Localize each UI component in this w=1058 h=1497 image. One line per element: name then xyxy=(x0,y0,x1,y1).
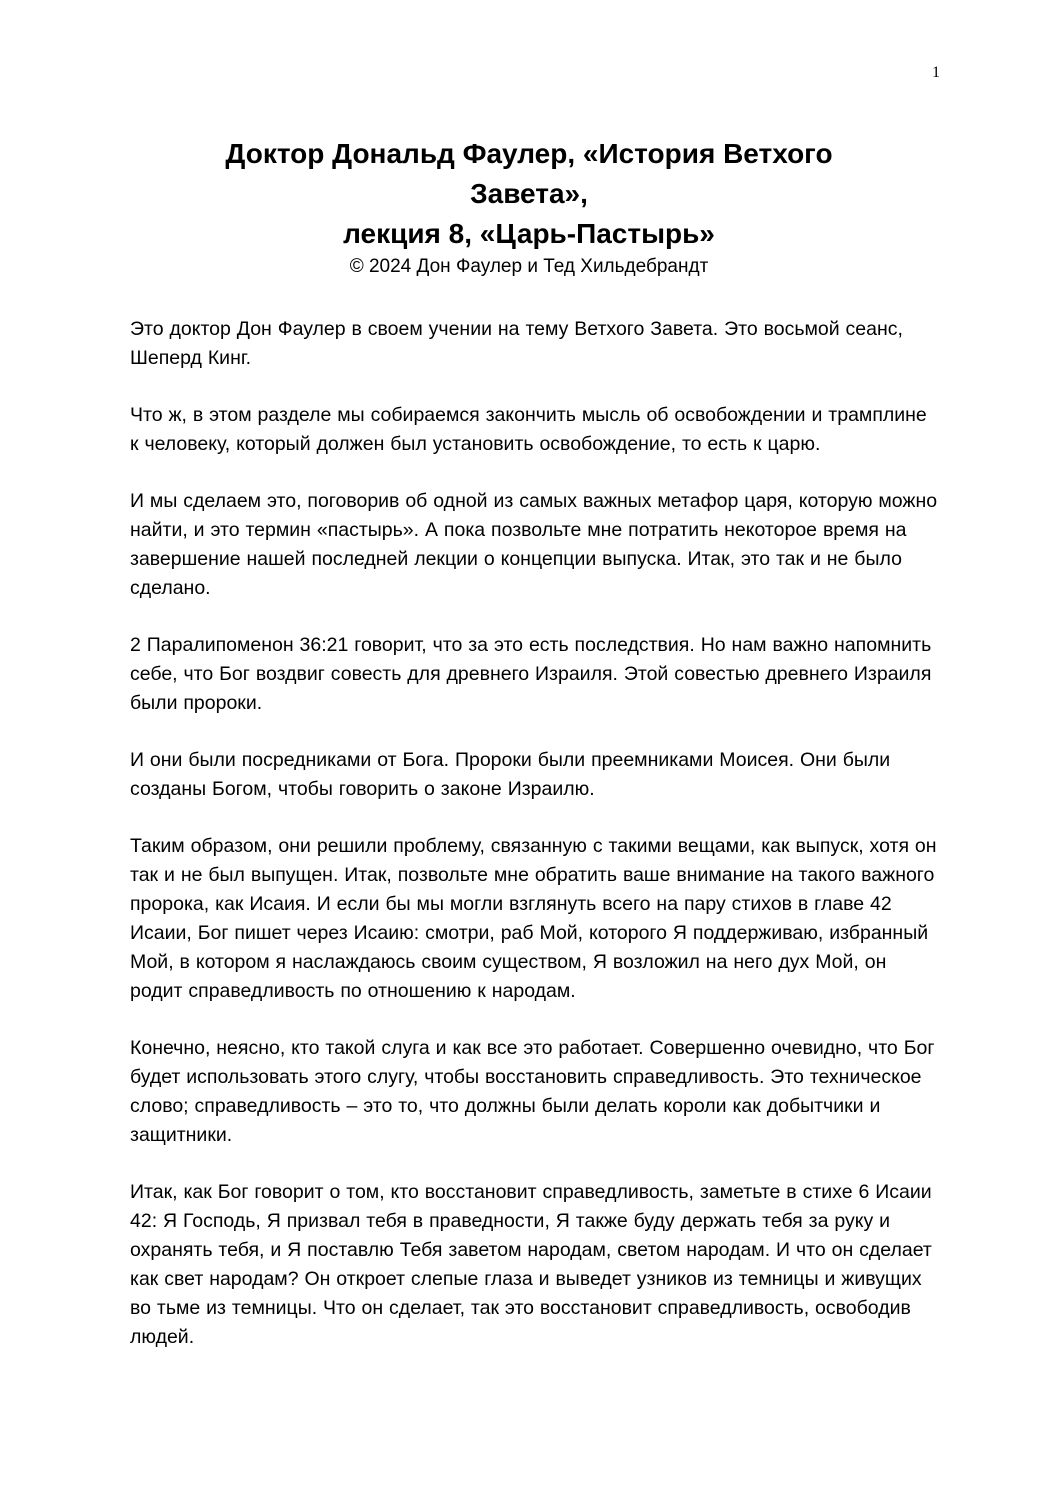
paragraph: 2 Паралипоменон 36:21 говорит, что за это есть последствия. Но нам важно напомнить себе, что Бог воздвиг совесть для древнего Израиля. Этой совестью древнего Израиля были пророки. xyxy=(130,634,932,714)
paragraph: И мы сделаем это, поговорив об одной из самых важных метафор царя, которую можно найти, и это термин «пастырь». А пока позвольте мне потратить некоторое время на завершение нашей последней лекции о концепции выпуска. Итак, это так и не было сделано. xyxy=(130,490,938,599)
paragraph: И они были посредниками от Бога. Пророки были преемниками Моисея. Они были созданы Богом, чтобы говорить о законе Израилю. xyxy=(130,749,891,800)
title-line-3: лекция 8, «Царь-Пастырь» xyxy=(343,218,715,249)
title-line-2: Завета», xyxy=(470,178,588,209)
paragraph: Таким образом, они решили проблему, связанную с такими вещами, как выпуск, хотя он так и не был выпущен. Итак, позвольте мне обратить ваше внимание на такого важного пророка, как Исаия. И если бы мы могли взглянуть всего на пару стихов в главе 42 Исаии, Бог пишет через Исаию: смотри, раб Мой, которого Я поддерживаю, избранный Мой, в котором я наслаждаюсь своим существом, Я возложил на него дух Мой, он родит справедливость по отношению к народам. xyxy=(130,835,937,1002)
paragraph: Итак, как Бог говорит о том, кто восстановит справедливость, заметьте в стихе 6 Исаии 42: Я Господь, Я призвал тебя в праведности, Я также буду держать тебя за руку и охранять тебя, и Я поставлю Тебя заветом народам, светом народам. И что он сделает как свет народам? Он откроет слепые глаза и выведет узников из темницы и живущих во тьме из темницы. Что он сделает, так это восстановит справедливость, освободив людей. xyxy=(130,1181,932,1348)
paragraph: Конечно, неясно, кто такой слуга и как все это работает. Совершенно очевидно, что Бог будет использовать этого слугу, чтобы восстановить справедливость. Это техническое слово; справедливость – это то, что должны были делать короли как добытчики и защитники. xyxy=(130,1037,935,1146)
paragraph: Что ж, в этом разделе мы собираемся закончить мысль об освобождении и трамплине к человеку, который должен был установить освобождение, то есть к царю. xyxy=(130,404,927,455)
paragraph: Это доктор Дон Фаулер в своем учении на тему Ветхого Завета. Это восьмой сеанс, Шеперд Кинг. xyxy=(130,318,903,369)
title-line-1: Доктор Дональд Фаулер, «История Ветхого xyxy=(225,138,833,169)
document-header xyxy=(130,134,928,280)
page-number: 1 xyxy=(932,64,940,81)
document-body xyxy=(130,315,940,1380)
copyright-line: © 2024 Дон Фаулер и Тед Хильдебрандт xyxy=(349,256,709,277)
